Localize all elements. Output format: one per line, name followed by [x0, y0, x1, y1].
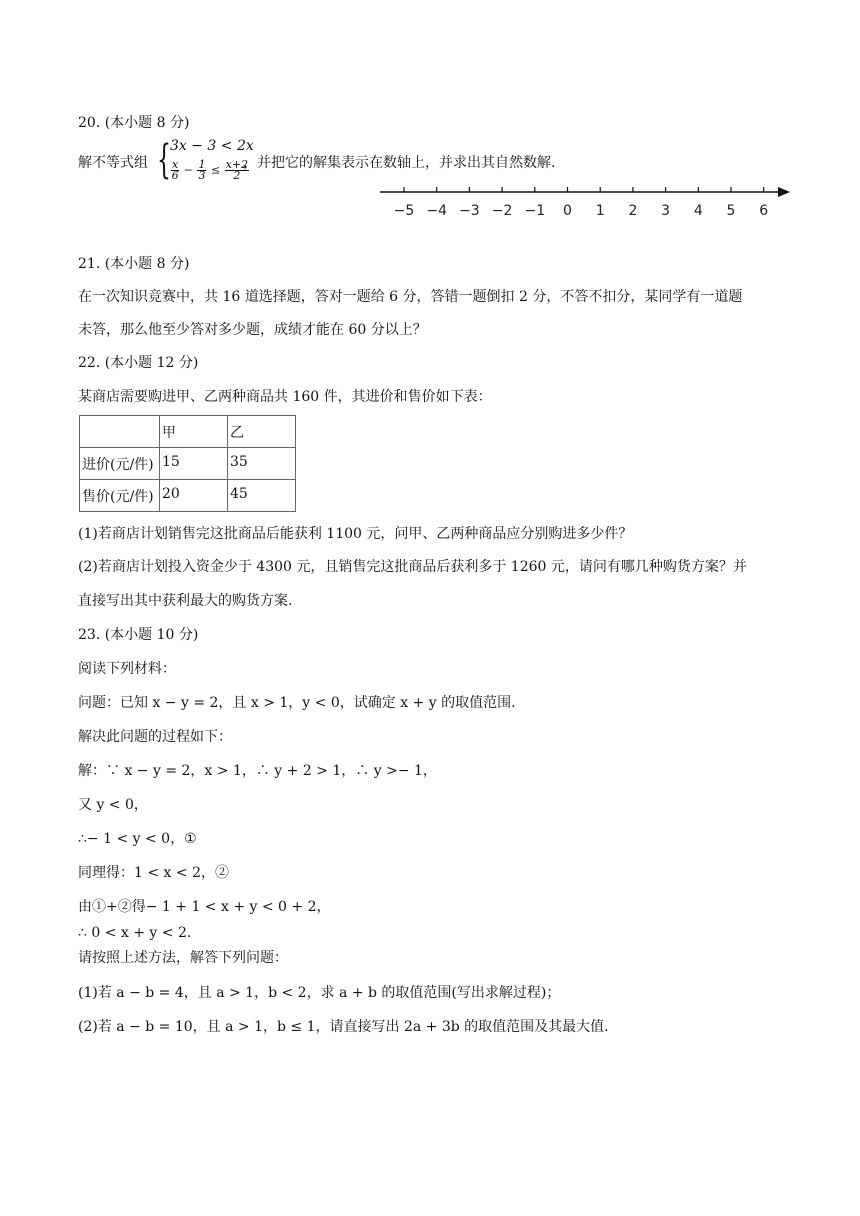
number-line-tick-label: 3 — [661, 203, 671, 219]
q22-part-1: (1)若商店计划销售完这批商品后能获利 1100 元，问甲、乙两种商品应分别购进多少件？ — [78, 526, 633, 542]
table-row — [80, 448, 296, 480]
number-line-tick-label: 0 — [563, 203, 572, 219]
q20-inequality-1: 3x − 3 < 2x — [170, 138, 254, 154]
number-line-tick-label: −3 — [459, 203, 480, 219]
q20-inequality-2: $\frac{x}{6}$ − $\frac{1}{3}$ ≤ $\frac{x+2}{2}$ — [171, 158, 249, 182]
q23-step-1: 解：∵ x − y = 2，x > 1，∴ y + 2 > 1，∴ y >− 1， — [78, 763, 437, 779]
q23-process: 解决此问题的过程如下： — [78, 729, 232, 745]
q20-instruction: ，并把它的解集表示在数轴上，并求出其自然数解. — [243, 155, 556, 171]
number-line-arrow-icon — [778, 187, 790, 197]
number-line-tick-label: 2 — [628, 203, 638, 219]
q22-heading: 22. (本小题 12 分) — [78, 355, 199, 371]
table-cell: 45 — [228, 480, 296, 512]
table-cell: 20 — [160, 480, 228, 512]
q23-heading: 23. (本小题 10 分) — [78, 627, 199, 643]
q22-intro: 某商店需要购进甲、乙两种商品共 160 件，其进价和售价如下表： — [78, 389, 492, 405]
table-cell: 售价(元/件) — [80, 480, 160, 512]
q22-part-2-line-2: 直接写出其中获利最大的购货方案. — [78, 593, 293, 609]
q23-step-2: 又 y < 0， — [78, 797, 148, 813]
table-row — [80, 480, 296, 512]
number-line-tick-label: 5 — [726, 203, 736, 219]
table-header-row — [80, 416, 296, 448]
number-line-tick-label: 4 — [693, 203, 703, 219]
number-line-tick-label: −4 — [426, 203, 448, 219]
q23-read: 阅读下列材料： — [78, 661, 176, 677]
number-line-tick-label: −1 — [524, 203, 546, 219]
number-line-tick-label: 6 — [759, 203, 769, 219]
price-table — [79, 415, 296, 512]
q21-text-line-2: 未答，那么他至少答对多少题，成绩才能在 60 分以上？ — [78, 322, 427, 338]
q22-part-2-line-1: (2)若商店计划投入资金少于 4300 元，且销售完这批商品后获利多于 1260 元，请问有哪几种购货方案？并 — [78, 559, 747, 575]
number-line-tick-label: −5 — [393, 203, 415, 219]
q23-step-4: 同理得：1 < x < 2，② — [78, 865, 229, 881]
table-cell: 15 — [160, 448, 228, 480]
table-cell: 35 — [228, 448, 296, 480]
number-line-tick-label: 1 — [595, 203, 605, 219]
q20-lead: 解不等式组 — [78, 155, 148, 171]
number-line — [380, 178, 800, 228]
q20-heading: 20. (本小题 8 分) — [78, 115, 190, 131]
q23-part-1: (1)若 a − b = 4，且 a > 1，b < 2，求 a + b 的取值范围(写出求解过程)； — [78, 985, 561, 1001]
q21-text-line-1: 在一次知识竞赛中，共 16 道选择题，答对一题给 6 分，答错一题倒扣 2 分，不答不扣分，某同学有一道题 — [78, 289, 743, 305]
fraction-x-plus-2-over-2: $\frac{x+2}{2}$ — [225, 158, 249, 182]
table-header-cell: 乙 — [228, 416, 296, 448]
number-line-tick-label: −2 — [491, 203, 513, 219]
q23-step-5: 由①+②得− 1 + 1 < x + y < 0 + 2， — [78, 899, 331, 915]
q23-step-6: ∴ 0 < x + y < 2. — [78, 925, 192, 941]
fraction-1-over-3: $\frac{1}{3}$ — [198, 158, 206, 182]
fraction-x-over-6: $\frac{x}{6}$ — [171, 158, 179, 182]
q21-heading: 21. (本小题 8 分) — [78, 256, 190, 272]
q23-step-3: ∴− 1 < y < 0，① — [78, 831, 197, 847]
q23-part-2: (2)若 a − b = 10，且 a > 1，b ≤ 1，请直接写出 2a + 3b 的取值范围及其最大值. — [78, 1019, 609, 1035]
left-brace-icon: { — [157, 137, 171, 183]
table-header-cell: 甲 — [160, 416, 228, 448]
q23-problem: 问题：已知 x − y = 2，且 x > 1，y < 0，试确定 x + y 的取值范围. — [78, 695, 516, 711]
table-cell: 进价(元/件) — [80, 448, 160, 480]
q23-instruction: 请按照上述方法，解答下列问题： — [78, 950, 288, 966]
table-header-cell — [80, 416, 160, 448]
